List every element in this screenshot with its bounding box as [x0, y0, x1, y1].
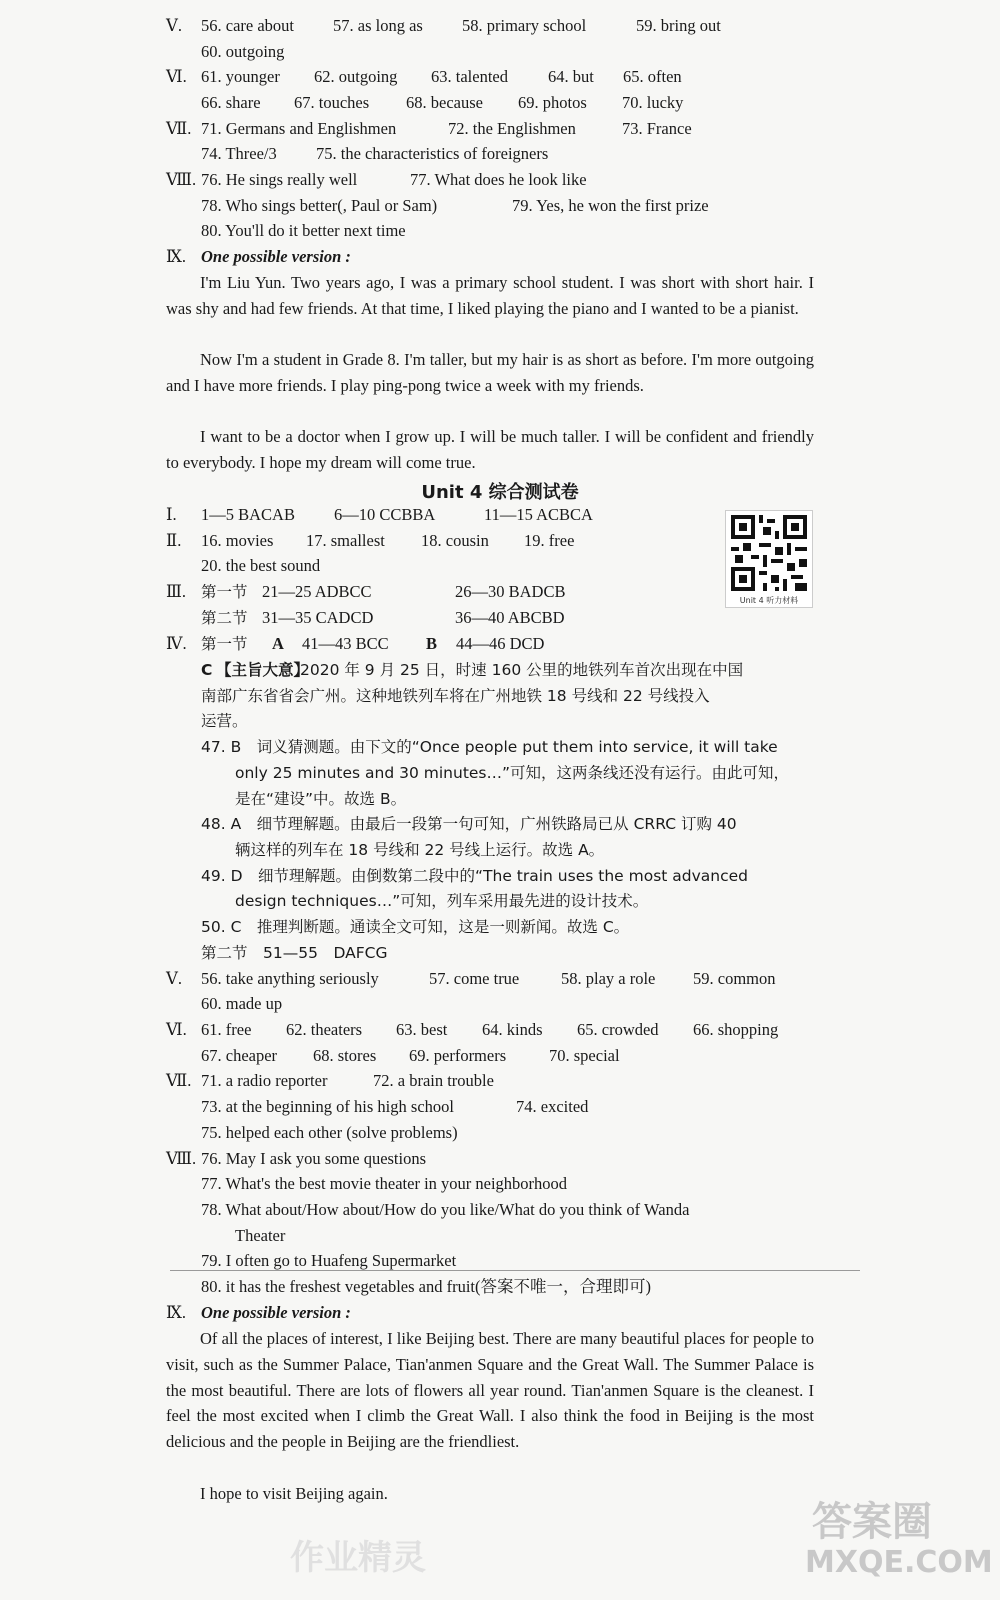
answer: 1—5 BACAB: [201, 505, 295, 524]
answer: 60. outgoing: [201, 42, 285, 61]
part-label: 第二节: [201, 609, 248, 627]
roman-numeral: Ⅲ.: [166, 582, 187, 601]
answer: 71. a radio reporter: [201, 1071, 328, 1090]
answer: 36—40 ABCBD: [455, 608, 565, 627]
answer: 16. movies: [201, 531, 274, 550]
answer: 21—25 ADBCC: [262, 582, 372, 601]
passage-label: A: [272, 634, 284, 653]
answer: 70. special: [549, 1046, 620, 1065]
answer: 72. the Englishmen: [448, 119, 576, 138]
part-label: 第一节: [201, 635, 248, 653]
answer: 70. lucky: [622, 93, 684, 112]
answer: 56. care about: [201, 16, 294, 35]
answer: 69. performers: [409, 1046, 507, 1065]
answer: 57. come true: [429, 969, 520, 988]
answer: 69. photos: [518, 93, 587, 112]
answer: 76. He sings really well: [201, 170, 358, 189]
explanation-line: 49. D 细节理解题。由倒数第二段中的“The train uses the most advanced: [201, 867, 748, 885]
roman-numeral: Ⅷ.: [166, 170, 197, 189]
roman-numeral: Ⅴ.: [166, 16, 183, 35]
qr-code[interactable]: [725, 510, 813, 608]
explanation-line: 47. B 词义猜测题。由下文的“Once people put them into service, it will take: [201, 738, 778, 756]
watermark-logo: 答案圈: [812, 1499, 932, 1545]
explanation-line: 50. C 推理判断题。通读全文可知，这是一则新闻。故选 C。: [201, 918, 630, 936]
summary-text: 南部广东省省会广州。这种地铁列车将在广州地铁 18 号线和 22 号线投入: [201, 687, 710, 705]
essay-paragraph: I hope to visit Beijing again.: [200, 1484, 388, 1503]
answer: 79. I often go to Huafeng Supermarket: [201, 1251, 457, 1270]
answer: 74. Three/3: [201, 144, 277, 163]
answer: 68. because: [406, 93, 483, 112]
roman-numeral: Ⅵ.: [166, 1020, 187, 1039]
summary-text: 2020 年 9 月 25 日，时速 160 公里的地铁列车首次出现在中国: [300, 661, 744, 679]
answer: 76. May I ask you some questions: [201, 1149, 427, 1168]
answer: 79. Yes, he won the first prize: [512, 196, 709, 215]
explanation-line: design techniques…”可知，列车采用最先进的设计技术。: [235, 892, 649, 910]
answer: 60. made up: [201, 994, 283, 1013]
answer: 67. touches: [294, 93, 370, 112]
roman-numeral: Ⅵ.: [166, 67, 187, 86]
answer: 61. free: [201, 1020, 252, 1039]
summary-tag: 【主旨大意】: [216, 661, 310, 679]
unit4-title: Unit 4 综合测试卷: [421, 482, 579, 503]
roman-numeral: Ⅸ.: [166, 247, 187, 266]
essay-paragraph: I want to be a doctor when I grow up. I will be much taller. I will be confident and friendly to everybody. I hope my dream will come true.: [166, 427, 814, 472]
answer: 61. younger: [201, 67, 280, 86]
answer: 58. primary school: [462, 16, 587, 35]
roman-numeral: Ⅴ.: [166, 969, 183, 988]
answer: 57. as long as: [333, 16, 423, 35]
answer: 59. bring out: [636, 16, 721, 35]
answer: 59. common: [693, 969, 776, 988]
answer: 26—30 BADCB: [455, 582, 566, 601]
part-label: 第一节: [201, 583, 248, 601]
roman-numeral: Ⅸ.: [166, 1303, 187, 1322]
essay-paragraph: Of all the places of interest, I like Beijing best. There are many beautiful places for people to visit, such as the Summer Palace, Tian'anmen Square and the Great Wall. The Summer Palace is the most beautiful. There are lots of flowers all year round. Tian'anmen Square is the cleanest. I feel the most excited when I climb the Great Wall. I also think the food in Beijing is the most delicious and the people in Beijing are the friendliest.: [166, 1329, 814, 1452]
answer: 77. What does he look like: [410, 170, 587, 189]
roman-numeral: Ⅶ.: [166, 1071, 192, 1090]
passage-label: B: [426, 634, 438, 653]
faint-watermark: 作业精灵: [290, 1538, 426, 1578]
answer: 75. helped each other (solve problems): [201, 1123, 458, 1142]
explanation-line: 是在“建设”中。故选 B。: [235, 790, 407, 808]
answer: 64. kinds: [482, 1020, 543, 1039]
answer: 80. You'll do it better next time: [201, 221, 406, 240]
roman-numeral: Ⅳ.: [166, 634, 187, 653]
explanation-line: only 25 minutes and 30 minutes…”可知，这两条线还没有运行。由此可知，: [235, 764, 790, 782]
answer: 71. Germans and Englishmen: [201, 119, 397, 138]
version-label: One possible version :: [201, 247, 351, 266]
answer: 19. free: [524, 531, 575, 550]
answer: 41—43 BCC: [302, 634, 389, 653]
roman-numeral: Ⅰ.: [166, 505, 177, 524]
answer: 58. play a role: [561, 969, 656, 988]
answer: 11—15 ACBCA: [484, 505, 593, 524]
answer: 66. share: [201, 93, 261, 112]
answer: Theater: [235, 1226, 286, 1245]
watermark-brand: MXQE.COM: [805, 1545, 993, 1580]
answer: 78. Who sings better(, Paul or Sam): [201, 196, 438, 215]
answer: 18. cousin: [421, 531, 489, 550]
essay-paragraph: I'm Liu Yun. Two years ago, I was a primary school student. I was short with short hair. I was shy and had few friends. At that time, I liked playing the piano and I wanted to be a pianist.: [166, 273, 814, 318]
answer: 67. cheaper: [201, 1046, 278, 1065]
answer: 63. best: [396, 1020, 448, 1039]
answer: 56. take anything seriously: [201, 969, 379, 988]
roman-numeral: Ⅱ.: [166, 531, 182, 550]
answer: 78. What about/How about/How do you like/What do you think of Wanda: [201, 1200, 690, 1219]
version-label: One possible version :: [201, 1303, 351, 1322]
answer: 62. theaters: [286, 1020, 363, 1039]
summary-text: 运营。: [201, 712, 248, 730]
answer: 31—35 CADCD: [262, 608, 374, 627]
roman-numeral: Ⅷ.: [166, 1149, 197, 1168]
answer: 65. crowded: [577, 1020, 659, 1039]
answer: 64. but: [548, 67, 594, 86]
roman-numeral: Ⅶ.: [166, 119, 192, 138]
answer: 66. shopping: [693, 1020, 779, 1039]
answer: 73. France: [622, 119, 692, 138]
divider: [170, 1270, 860, 1271]
answer: 73. at the beginning of his high school: [201, 1097, 454, 1116]
answer: 62. outgoing: [314, 67, 398, 86]
explanation-line: 辆这样的列车在 18 号线和 22 号线上运行。故选 A。: [235, 841, 605, 859]
answer: 44—46 DCD: [456, 634, 545, 653]
answer: 65. often: [623, 67, 682, 86]
answer: 63. talented: [431, 67, 508, 86]
answer: 72. a brain trouble: [373, 1071, 494, 1090]
answer: 6—10 CCBBA: [334, 505, 436, 524]
passage-label: C: [201, 661, 213, 679]
answer: 80. it has the freshest vegetables and fruit(答案不唯一，合理即可): [201, 1277, 651, 1296]
answer: 68. stores: [313, 1046, 377, 1065]
explanation-line: 48. A 细节理解题。由最后一段第一句可知，广州铁路局已从 CRRC 订购 40: [201, 815, 737, 833]
answer: 77. What's the best movie theater in your neighborhood: [201, 1174, 568, 1193]
answer: 20. the best sound: [201, 556, 321, 575]
answer: 75. the characteristics of foreigners: [316, 144, 549, 163]
answer: 17. smallest: [306, 531, 385, 550]
essay-paragraph: Now I'm a student in Grade 8. I'm taller, but my hair is as short as before. I'm more outgoing and I have more friends. I play ping-pong twice a week with my friends.: [166, 350, 814, 395]
qr-code-icon: [726, 511, 812, 595]
answer: 74. excited: [516, 1097, 589, 1116]
part2-answers: 第二节 51—55 DAFCG: [201, 944, 388, 962]
qr-label: Unit 4 听力材料: [739, 596, 799, 605]
